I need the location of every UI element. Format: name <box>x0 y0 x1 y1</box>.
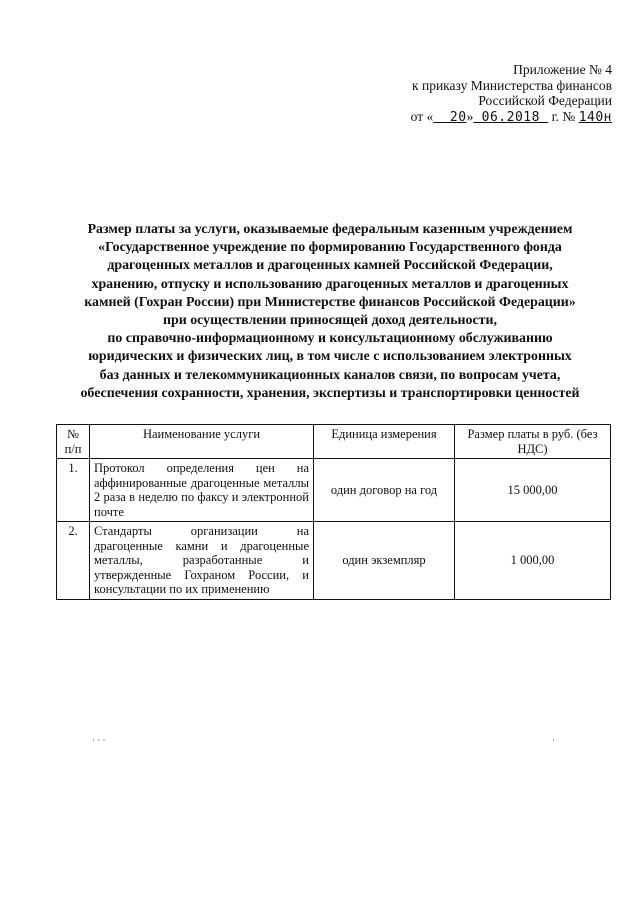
title-line: «Государственное учреждение по формированию Государственного фонда <box>98 240 562 256</box>
date-prefix: от « <box>410 108 434 124</box>
title-line: юридических и физических лиц, в том числе с использованием электронных <box>88 349 572 365</box>
scan-speck-right: · <box>552 735 555 745</box>
appendix-number: Приложение № 4 <box>513 62 612 77</box>
header-service-name: Наименование услуги <box>90 425 314 459</box>
header-num: № п/п <box>57 425 90 459</box>
date-suffix: г. № <box>551 108 576 124</box>
header-unit: Единица измерения <box>314 425 455 459</box>
date-sep: » <box>466 108 474 124</box>
fee-table <box>56 424 611 600</box>
title-line: при осуществлении приносящей доход деятельности, <box>163 313 497 329</box>
row-num: 1. <box>57 459 90 522</box>
title-line: хранению, отпуску и использованию драгоценных металлов и драгоценных <box>91 276 569 292</box>
title-line: по справочно-информационному и консультационному обслуживанию <box>107 331 553 347</box>
header-price: Размер платы в руб. (без НДС) <box>455 425 611 459</box>
order-number: 140н <box>578 109 612 125</box>
ministry-name: Российской Федерации <box>478 93 612 108</box>
order-date-line <box>411 109 612 126</box>
order-reference: к приказу Министерства финансов <box>412 77 612 93</box>
title-line: Размер платы за услуги, оказываемые федеральным казенным учреждением <box>87 222 573 237</box>
table-header-row <box>57 425 611 459</box>
row-service-name: Протокол определения цен на аффинированные драгоценные металлы 2 раза в неделю по факсу и электронной почте <box>90 459 314 522</box>
row-service-name: Стандарты организации на драгоценные камни и драгоценные металлы, разработанные и утвержденные Гохраном России, и консультации по их применению <box>90 522 314 600</box>
table-row <box>57 522 611 600</box>
row-unit: один экземпляр <box>314 522 455 600</box>
row-num: 2. <box>57 522 90 600</box>
row-unit: один договор на год <box>314 459 455 522</box>
appendix-header <box>411 62 612 125</box>
row-price: 15 000,00 <box>455 459 611 522</box>
date-day: 20 <box>449 109 467 125</box>
title-line: камней (Гохран России) при Министерстве финансов Российской Федерации» <box>84 294 576 310</box>
title-line: драгоценных металлов и драгоценных камней Российской Федерации, <box>107 258 553 274</box>
row-price: 1 000,00 <box>455 522 611 600</box>
scan-speck-left: · · · <box>92 735 106 745</box>
title-line: баз данных и телекоммуникационных каналов связи, по вопросам учета, <box>99 367 561 383</box>
date-month-year: 06.2018 <box>481 109 540 125</box>
document-title <box>50 221 610 403</box>
title-line: обеспечения сохранности, хранения, экспертизы и транспортировки ценностей <box>80 385 580 401</box>
table-row <box>57 459 611 522</box>
